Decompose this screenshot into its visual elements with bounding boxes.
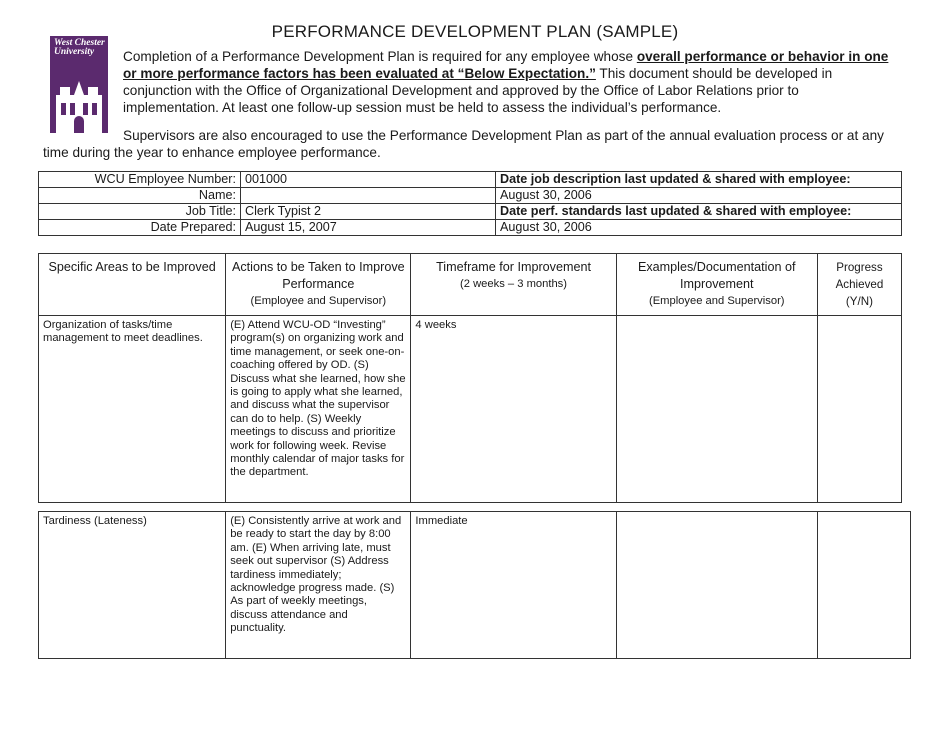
header-progress: Progress Achieved (Y/N)	[817, 254, 901, 316]
university-building-icon	[50, 69, 108, 133]
area-cell: Tardiness (Lateness)	[39, 512, 226, 659]
intro-text-end: This document should be developed in conjunction with the Office of Organizational Development and approved by the Office of Labor Relations prior to implementation. At least one follow-up session must be held to assess the individual’s performance.	[123, 66, 833, 115]
date-prepared-value: August 15, 2007	[241, 220, 496, 236]
job-title-label: Job Title:	[39, 204, 241, 220]
actions-cell: (E) Attend WCU-OD “Investing” program(s) on organizing work and time management, or seek one-on-coaching offered by OD. (S) Discuss what she learned, how she is going to apply what she learned, and discuss what the supervisor can do to help. (S) Weekly meetings to discuss and prioritize work for following week. Revise monthly calendar of major tasks for the department.	[226, 316, 411, 503]
name-value	[241, 188, 496, 204]
header-actions: Actions to be Taken to Improve Performance (Employee and Supervisor)	[226, 254, 411, 316]
header-timeframe: Timeframe for Improvement (2 weeks – 3 months)	[411, 254, 616, 316]
table-row	[39, 316, 902, 503]
job-title-value: Clerk Typist 2	[241, 204, 496, 220]
employee-number-label: WCU Employee Number:	[39, 172, 241, 188]
perf-standards-updated-value: August 30, 2006	[496, 220, 902, 236]
progress-cell	[817, 316, 901, 503]
perf-standards-updated-label: Date perf. standards last updated & shared with employee:	[496, 204, 902, 220]
actions-cell: (E) Consistently arrive at work and be ready to start the day by 8:00 am. (E) When arriving late, must seek out supervisor (S) Address tardiness immediately; acknowledge progress made. (S) As part of weekly meetings, discuss attendance and punctuality.	[226, 512, 411, 659]
plan-header-row	[39, 254, 902, 316]
plan-table-tardiness	[38, 511, 911, 659]
employee-info-table	[38, 171, 902, 236]
university-logo	[50, 36, 108, 133]
date-prepared-label: Date Prepared:	[39, 220, 241, 236]
table-row	[39, 512, 911, 659]
intro-paragraph	[123, 48, 893, 116]
area-cell: Organization of tasks/time management to meet deadlines.	[39, 316, 226, 503]
examples-cell	[616, 512, 817, 659]
header-examples: Examples/Documentation of Improvement (Employee and Supervisor)	[616, 254, 817, 316]
header-specific-areas: Specific Areas to be Improved	[39, 254, 226, 316]
examples-cell	[616, 316, 817, 503]
timeframe-cell: Immediate	[411, 512, 616, 659]
intro-text-start: Completion of a Performance Development Plan is required for any employee whose	[123, 49, 637, 64]
job-desc-updated-label: Date job description last updated & shared with employee:	[496, 172, 902, 188]
supervisor-paragraph: Supervisors are also encouraged to use the Performance Development Plan as part of the annual evaluation process or at any time during the year to enhance employee performance.	[43, 128, 884, 160]
employee-number-value: 001000	[241, 172, 496, 188]
name-label: Name:	[39, 188, 241, 204]
logo-text: West Chester University	[54, 38, 105, 57]
job-desc-updated-value: August 30, 2006	[496, 188, 902, 204]
progress-cell	[817, 512, 910, 659]
intro-emphasis: overall performance or behavior in one or more performance factors has been evaluated at “Below Expectation.”	[123, 49, 889, 81]
page-title: PERFORMANCE DEVELOPMENT PLAN (SAMPLE)	[271, 22, 679, 41]
timeframe-cell: 4 weeks	[411, 316, 616, 503]
plan-table-organization	[38, 253, 902, 503]
